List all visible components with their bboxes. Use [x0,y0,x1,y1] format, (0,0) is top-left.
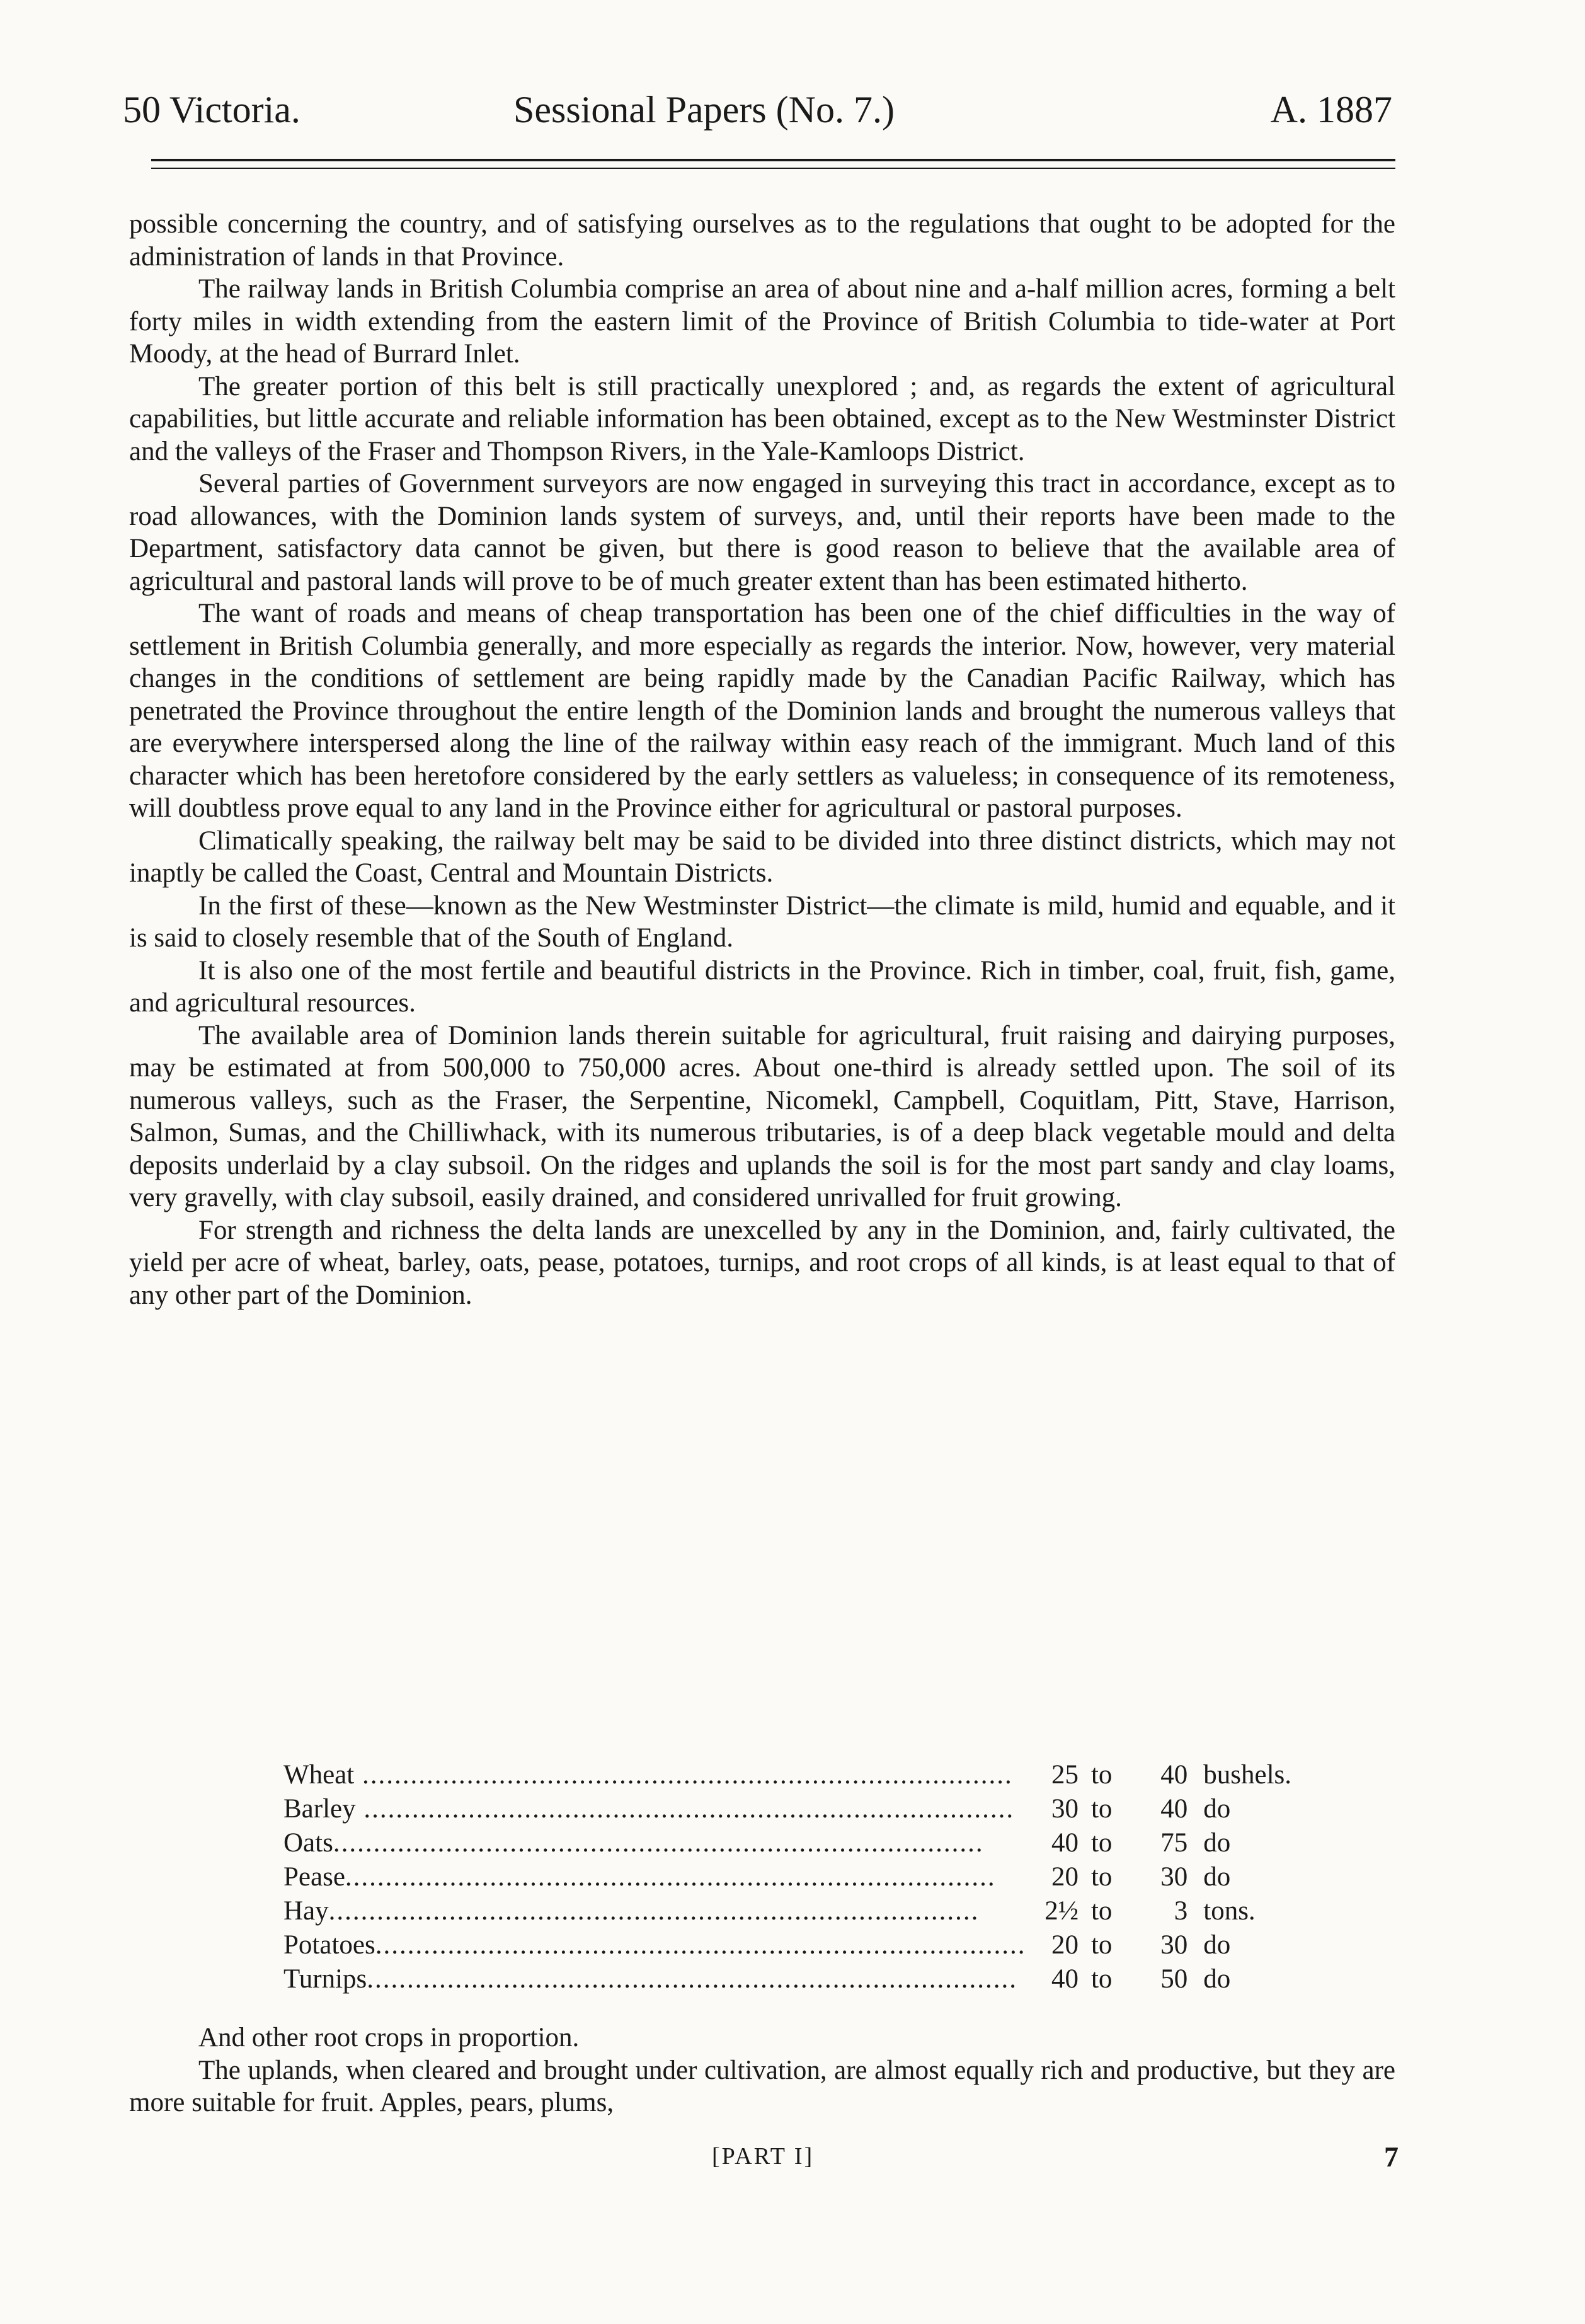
table-row [283,1894,1291,1928]
header-year: A. 1887 [1270,89,1392,130]
table-row [283,1860,1291,1894]
crop-name: Hay [283,1896,329,1926]
crop-cell [283,1962,1026,1996]
yield-to: to [1090,1896,1113,1926]
header-rule-thin [151,168,1395,169]
yield-unit: do [1203,1930,1231,1960]
crop-cell [283,1894,1026,1928]
table-row [283,1792,1291,1826]
leader-dots: ................................................................................. [333,1828,984,1858]
leader-dots: ................................................................................. [367,1964,1018,1994]
crop-cell [283,1758,1026,1792]
yield-low: 40 [1051,1964,1079,1994]
yield-unit: do [1203,1828,1231,1858]
yield-to: to [1090,1760,1113,1790]
crop-name: Wheat [283,1760,355,1790]
closing-text [129,2022,1395,2119]
crop-name: Barley [283,1794,356,1824]
crop-cell [283,1792,1026,1826]
header-rule [151,159,1395,161]
yield-to: to [1090,1964,1113,1994]
leader-dots: ................................................................................. [345,1862,996,1892]
yield-unit: tons. [1203,1896,1256,1926]
running-header [123,88,1392,139]
table-row [283,1962,1291,1996]
yield-low: 30 [1051,1794,1079,1824]
yield-high: 75 [1160,1828,1188,1858]
yield-low: 40 [1051,1828,1079,1858]
paragraph: Several parties of Government surveyors are now engaged in surveying this tract in accordance, except as to road allowances, with the Dominion lands system of surveys, and, until their reports have been made to the Department, satisfactory data cannot be given, but there is good reason to believe that the available area of agricultural and pastoral lands will prove to be of much greater extent than has been estimated hitherto. [129,469,1395,596]
paragraph: It is also one of the most fertile and beautiful districts in the Province. Rich in timber, coal, fruit, fish, game, and agricultural resources. [129,955,1395,1018]
yield-unit: do [1203,1964,1231,1994]
yield-unit: bushels. [1203,1760,1291,1790]
paragraph: The railway lands in British Columbia comprise an area of about nine and a-half million acres, forming a belt forty miles in width extending from the eastern limit of the Province of British Columbia to tide-water at Port Moody, at the head of Burrard Inlet. [129,274,1395,369]
paragraph: And other root crops in proportion. [198,2023,580,2052]
paragraph: In the first of these—known as the New Westminster District—the climate is mild, humid and equable, and it is said to closely resemble that of the South of England. [129,890,1395,953]
paragraph: The greater portion of this belt is still practically unexplored ; and, as regards the extent of agricultural capabilities, but little accurate and reliable information has been obtained, except as to the New Westminster District and the valleys of the Fraser and Thompson Rivers, in the Yale-Kamloops District. [129,371,1395,466]
leader-dots: ................................................................................. [355,1794,1015,1824]
paragraph: Climatically speaking, the railway belt may be said to be divided into three distinct districts, which may not inaptly be called the Coast, Central and Mountain Districts. [129,825,1395,888]
yield-unit: do [1203,1862,1231,1892]
crop-name: Turnips [283,1964,367,1994]
yield-high: 3 [1174,1896,1188,1926]
paragraph: The available area of Dominion lands therein suitable for agricultural, fruit raising and dairying purposes, may be estimated at from 500,000 to 750,000 acres. About one-third is already settled upon. The soil of its numerous valleys, such as the Fraser, the Serpentine, Nicomekl, Campbell, Coquitlam, Pitt, Stave, Harrison, Salmon, Sumas, and the Chilliwhack, with its numerous tributaries, is of a deep black vegetable mould and delta deposits underlaid by a clay subsoil. On the ridges and uplands the soil is for the most part sandy and clay loams, very gravelly, with clay subsoil, easily drained, and considered unrivalled for fruit growing. [129,1020,1395,1212]
part-label: [PART I] [712,2143,815,2170]
header-title: Sessional Papers (No. 7.) [513,89,895,130]
crop-name: Oats [283,1828,333,1858]
yield-unit: do [1203,1794,1231,1824]
crop-cell [283,1928,1026,1962]
yield-low: 20 [1051,1930,1079,1960]
paragraph: possible concerning the country, and of satisfying ourselves as to the regulations that ought to be adopted for the administration of lands in that Province. [129,209,1395,272]
crop-name: Potatoes [283,1930,375,1960]
yield-low: 20 [1051,1862,1079,1892]
yield-high: 30 [1160,1930,1188,1960]
leader-dots: ................................................................................. [354,1760,1013,1790]
leader-dots: ................................................................................. [328,1896,980,1926]
table-row [283,1826,1291,1860]
crop-name: Pease [283,1862,345,1892]
page-number: 7 [1384,2141,1399,2173]
table-row [283,1928,1291,1962]
body-text [129,208,1395,1311]
yield-low: 2½ [1044,1896,1079,1926]
yield-low: 25 [1051,1760,1079,1790]
yield-to: to [1090,1930,1113,1960]
yield-to: to [1090,1794,1113,1824]
crop-cell [283,1860,1026,1894]
crop-yield-table [283,1758,1291,1996]
yield-high: 50 [1160,1964,1188,1994]
leader-dots: ................................................................................. [375,1930,1026,1960]
yield-to: to [1090,1862,1113,1892]
yield-high: 30 [1160,1862,1188,1892]
yield-to: to [1090,1828,1113,1858]
paragraph: The uplands, when cleared and brought under cultivation, are almost equally rich and productive, but they are more suitable for fruit. Apples, pears, plums, [129,2055,1395,2117]
paragraph: For strength and richness the delta lands are unexcelled by any in the Dominion, and, fairly cultivated, the yield per acre of wheat, barley, oats, pease, potatoes, turnips, and root crops of all kinds, is at least equal to that of any other part of the Dominion. [129,1215,1395,1310]
yield-high: 40 [1160,1794,1188,1824]
yield-high: 40 [1160,1760,1188,1790]
crop-cell [283,1826,1026,1860]
header-session: 50 Victoria. [123,89,300,130]
table-row [283,1758,1291,1792]
paragraph: The want of roads and means of cheap transportation has been one of the chief difficulties in the way of settlement in British Columbia generally, and more especially as regards the interior. Now, however, very material changes in the conditions of settlement are being rapidly made by the Canadian Pacific Railway, which has penetrated the Province throughout the entire length of the Dominion lands and brought the numerous valleys that are everywhere interspersed along the line of the railway within easy reach of the immigrant. Much land of this character which has been heretofore considered by the early settlers as valueless; in consequence of its remoteness, will doubtless prove equal to any land in the Province either for agricultural or pastoral purposes. [129,599,1395,823]
